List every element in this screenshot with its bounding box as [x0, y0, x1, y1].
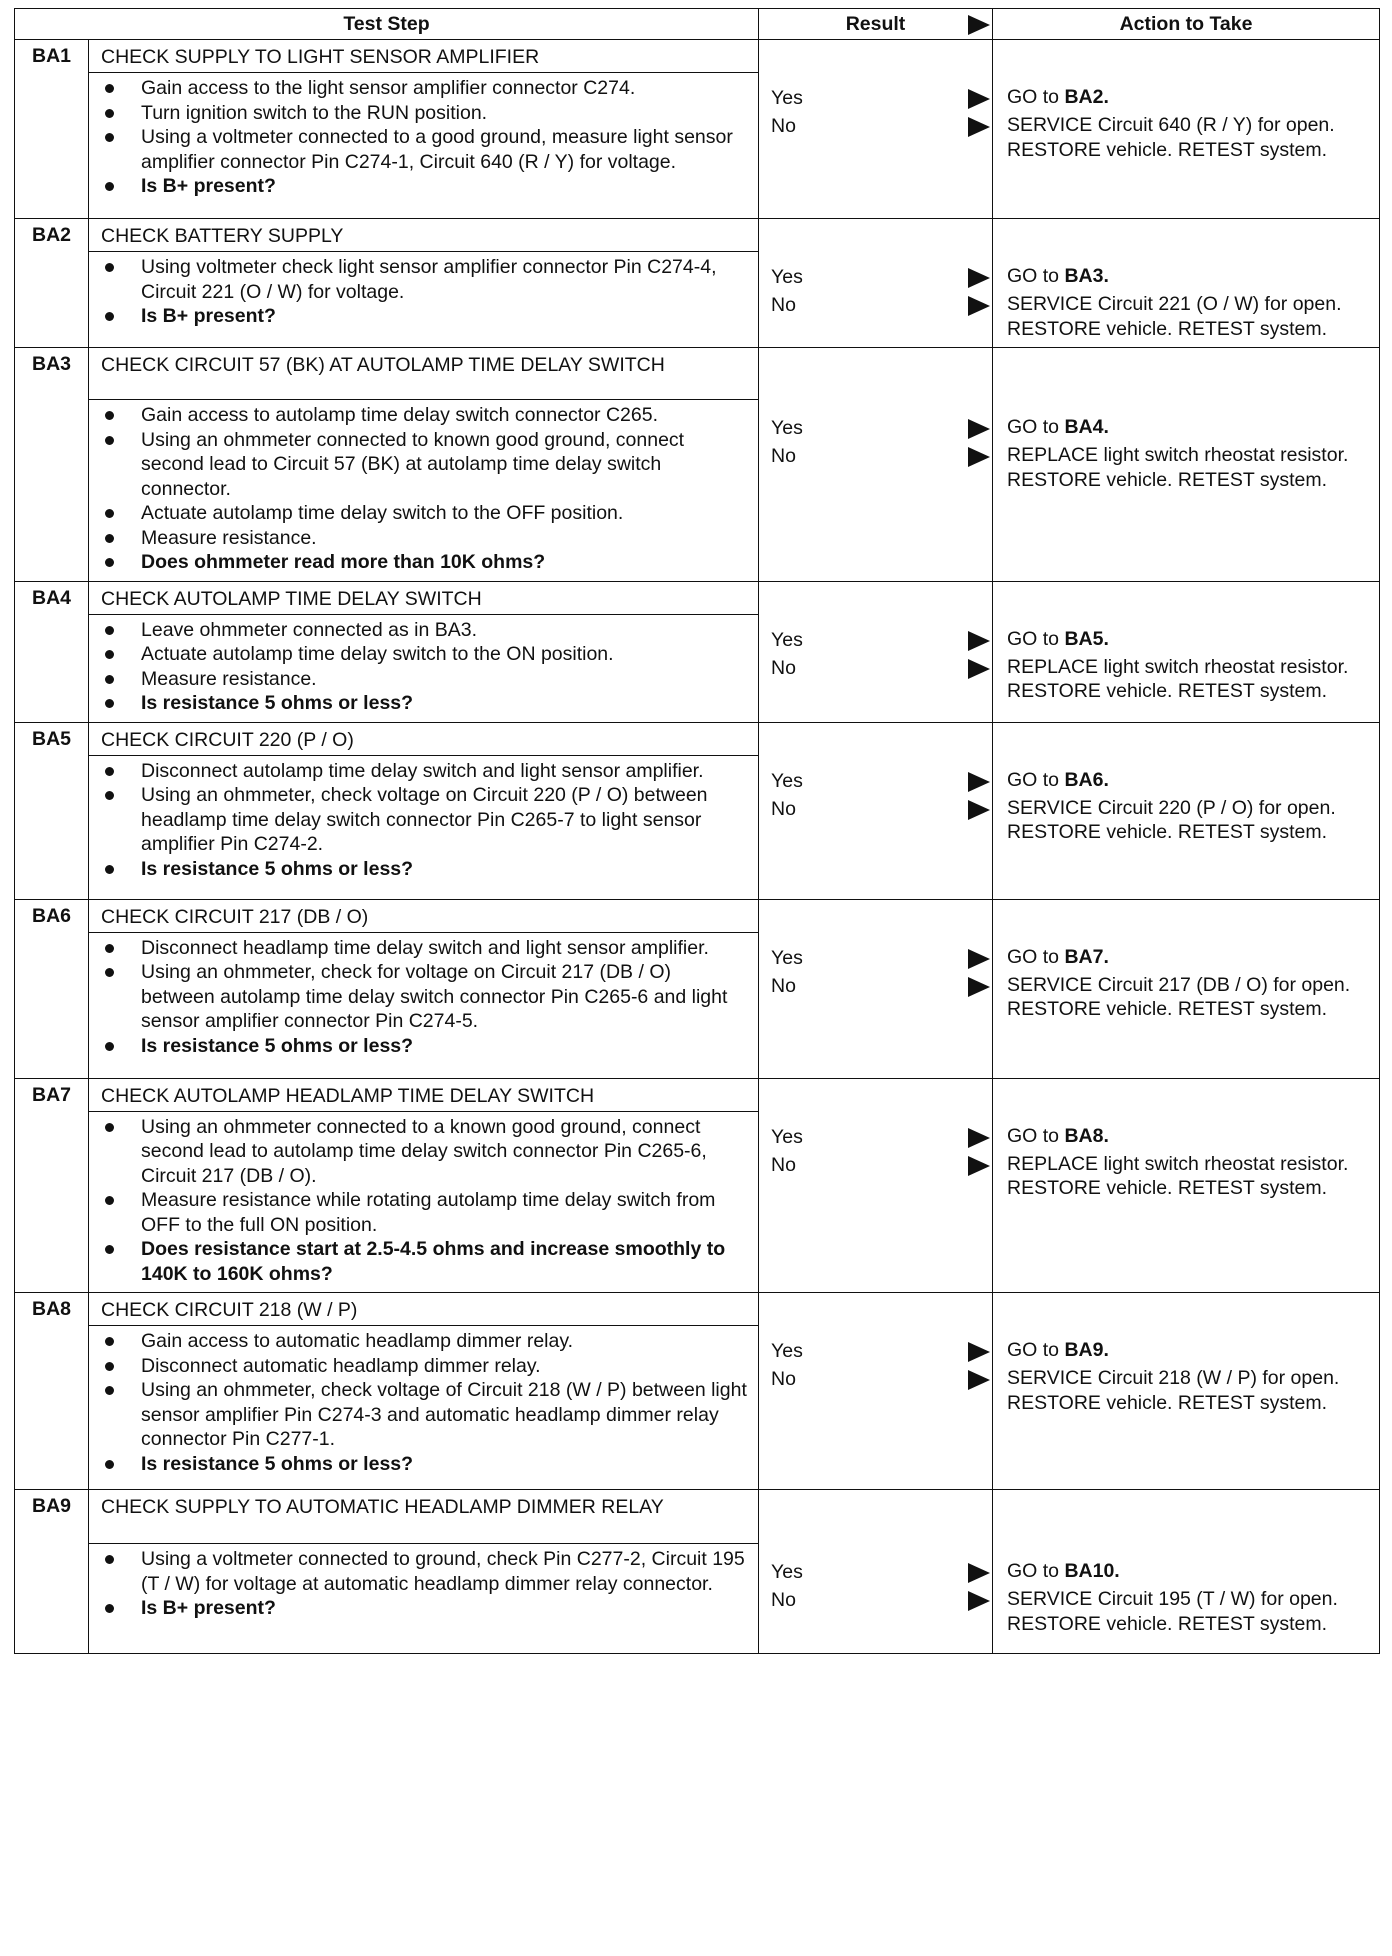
list-item: Using an ohmmeter, check voltage on Circuit 220 (P / O) between headlamp time delay switch connector Pin C265-7 to light sensor amplifier Pin C274-2.	[99, 783, 750, 857]
arrow-right-icon	[968, 1156, 990, 1176]
arrow-right-icon	[968, 268, 990, 288]
arrow-right-icon	[968, 631, 990, 651]
action-no: REPLACE light switch rheostat resistor. RESTORE vehicle. RETEST system.	[1007, 655, 1349, 702]
result-cell	[759, 219, 993, 348]
table-row	[15, 581, 1380, 614]
list-item: Measure resistance while rotating autolamp time delay switch from OFF to the full ON position.	[99, 1188, 750, 1237]
action-yes-prefix: GO to	[1007, 945, 1065, 968]
action-no: REPLACE light switch rheostat resistor. RESTORE vehicle. RETEST system.	[1007, 444, 1349, 491]
list-item: Leave ohmmeter connected as in BA3.	[99, 618, 750, 643]
step-procedure	[89, 400, 759, 582]
result-cell	[759, 722, 993, 899]
step-procedure	[89, 252, 759, 348]
action-yes-target: BA2.	[1064, 86, 1109, 108]
step-title: CHECK AUTOLAMP HEADLAMP TIME DELAY SWITCH	[89, 1078, 759, 1111]
action-yes-target: BA10.	[1064, 1560, 1120, 1582]
list-item: Using a voltmeter connected to a good ground, measure light sensor amplifier connector Pin C274-1, Circuit 640 (R / Y) for voltage.	[99, 125, 750, 174]
list-item: Gain access to the light sensor amplifier connector C274.	[99, 76, 750, 101]
action-cell	[993, 722, 1380, 899]
list-item: Using voltmeter check light sensor amplifier connector Pin C274-4, Circuit 221 (O / W) for voltage.	[99, 255, 750, 304]
result-no-label: No	[771, 115, 796, 137]
table-row	[15, 899, 1380, 932]
action-yes-target: BA3.	[1064, 265, 1109, 287]
list-item: Disconnect automatic headlamp dimmer relay.	[99, 1354, 750, 1379]
result-cell	[759, 1490, 993, 1654]
list-item: Measure resistance.	[99, 667, 750, 692]
action-yes	[1007, 415, 1371, 440]
arrow-right-icon	[968, 296, 990, 316]
result-no-label: No	[771, 294, 796, 316]
step-question: Is B+ present?	[99, 174, 750, 199]
result-yes	[771, 945, 992, 971]
action-yes-target: BA7.	[1064, 945, 1109, 968]
arrow-right-icon	[968, 117, 990, 137]
step-procedure	[89, 755, 759, 899]
action-yes	[1007, 1124, 1371, 1149]
action-yes	[1007, 1338, 1371, 1363]
result-no	[771, 796, 992, 822]
result-yes	[771, 85, 992, 111]
arrow-right-icon	[968, 659, 990, 679]
table-header-row	[15, 9, 1380, 40]
arrow-right-icon	[968, 800, 990, 820]
step-title: CHECK SUPPLY TO AUTOMATIC HEADLAMP DIMMER RELAY	[89, 1490, 759, 1544]
list-item: Disconnect autolamp time delay switch and light sensor amplifier.	[99, 759, 750, 784]
result-yes	[771, 264, 992, 290]
action-yes-target: BA4.	[1064, 416, 1109, 438]
list-item: Turn ignition switch to the RUN position.	[99, 101, 750, 126]
action-cell	[993, 348, 1380, 582]
table-row	[15, 722, 1380, 755]
list-item: Actuate autolamp time delay switch to the ON position.	[99, 642, 750, 667]
result-yes-label: Yes	[771, 1561, 803, 1583]
step-code: BA5	[15, 722, 89, 899]
result-cell	[759, 348, 993, 582]
list-item: Gain access to automatic headlamp dimmer relay.	[99, 1329, 750, 1354]
action-yes-target: BA6.	[1064, 768, 1109, 791]
arrow-right-icon	[968, 949, 990, 969]
diagnostic-table-page	[14, 8, 1379, 1654]
procedure-list	[99, 1547, 750, 1621]
step-code: BA6	[15, 899, 89, 1078]
header-result	[759, 9, 993, 40]
action-no: SERVICE Circuit 220 (P / O) for open. RESTORE vehicle. RETEST system.	[1007, 796, 1336, 843]
action-yes-prefix: GO to	[1007, 86, 1065, 108]
result-yes-label: Yes	[771, 266, 803, 288]
header-test-step: Test Step	[15, 9, 759, 40]
action-yes-target: BA8.	[1064, 1124, 1109, 1147]
arrow-right-icon	[968, 15, 990, 35]
arrow-right-icon	[968, 1370, 990, 1390]
procedure-list	[99, 1329, 750, 1476]
arrow-right-icon	[968, 772, 990, 792]
table-row	[15, 40, 1380, 73]
step-question: Does resistance start at 2.5-4.5 ohms and increase smoothly to 140K to 160K ohms?	[99, 1237, 750, 1286]
step-title: CHECK AUTOLAMP TIME DELAY SWITCH	[89, 581, 759, 614]
pinpoint-test-table	[14, 8, 1380, 1654]
result-no	[771, 1152, 992, 1178]
step-code: BA2	[15, 219, 89, 348]
arrow-right-icon	[968, 447, 990, 467]
result-cell	[759, 899, 993, 1078]
list-item: Using an ohmmeter, check voltage of Circuit 218 (W / P) between light sensor amplifier Pin C274-3 and automatic headlamp dimmer relay connector Pin C277-1.	[99, 1378, 750, 1452]
result-no	[771, 973, 992, 999]
action-cell	[993, 1078, 1380, 1293]
result-yes-label: Yes	[771, 769, 803, 792]
action-yes-prefix: GO to	[1007, 1339, 1065, 1361]
result-yes-label: Yes	[771, 1125, 803, 1148]
result-no-label: No	[771, 1153, 796, 1176]
procedure-list	[99, 759, 750, 882]
step-title: CHECK CIRCUIT 217 (DB / O)	[89, 899, 759, 932]
result-yes-label: Yes	[771, 946, 803, 969]
step-question: Is resistance 5 ohms or less?	[99, 1034, 750, 1059]
result-cell	[759, 1078, 993, 1293]
result-yes-label: Yes	[771, 417, 803, 439]
result-no-label: No	[771, 1589, 796, 1611]
result-yes-label: Yes	[771, 628, 803, 651]
result-no	[771, 113, 992, 139]
result-yes	[771, 1338, 992, 1364]
result-yes	[771, 415, 992, 441]
table-body	[15, 40, 1380, 1654]
step-procedure	[89, 1111, 759, 1293]
step-procedure	[89, 1544, 759, 1654]
action-yes	[1007, 264, 1371, 289]
step-question: Is resistance 5 ohms or less?	[99, 857, 750, 882]
result-cell	[759, 581, 993, 722]
step-procedure	[89, 73, 759, 219]
action-no: SERVICE Circuit 217 (DB / O) for open. RESTORE vehicle. RETEST system.	[1007, 973, 1351, 1020]
header-action: Action to Take	[993, 9, 1380, 40]
arrow-right-icon	[968, 419, 990, 439]
arrow-right-icon	[968, 89, 990, 109]
list-item: Measure resistance.	[99, 526, 750, 551]
list-item: Disconnect headlamp time delay switch and light sensor amplifier.	[99, 936, 750, 961]
arrow-right-icon	[968, 1563, 990, 1583]
action-yes-prefix: GO to	[1007, 416, 1065, 438]
procedure-list	[99, 255, 750, 329]
step-title: CHECK BATTERY SUPPLY	[89, 219, 759, 252]
result-no	[771, 655, 992, 681]
result-yes-label: Yes	[771, 1340, 803, 1362]
result-no	[771, 1587, 992, 1613]
action-no: SERVICE Circuit 640 (R / Y) for open. RESTORE vehicle. RETEST system.	[1007, 114, 1335, 161]
list-item: Using an ohmmeter connected to known good ground, connect second lead to Circuit 57 (BK) at autolamp time delay switch connector.	[99, 428, 750, 502]
arrow-right-icon	[968, 1342, 990, 1362]
procedure-list	[99, 403, 750, 575]
arrow-right-icon	[968, 977, 990, 997]
step-title: CHECK CIRCUIT 218 (W / P)	[89, 1293, 759, 1326]
action-no: SERVICE Circuit 218 (W / P) for open. RESTORE vehicle. RETEST system.	[1007, 1367, 1340, 1414]
step-code: BA3	[15, 348, 89, 582]
list-item: Using an ohmmeter, check for voltage on Circuit 217 (DB / O) between autolamp time delay switch connector Pin C265-6 and light sensor amplifier connector Pin C274-5.	[99, 960, 750, 1034]
action-cell	[993, 581, 1380, 722]
result-yes	[771, 627, 992, 653]
step-question: Is B+ present?	[99, 304, 750, 329]
list-item: Gain access to autolamp time delay switch connector C265.	[99, 403, 750, 428]
result-yes	[771, 1124, 992, 1150]
step-procedure	[89, 614, 759, 722]
step-title: CHECK CIRCUIT 57 (BK) AT AUTOLAMP TIME DELAY SWITCH	[89, 348, 759, 400]
arrow-right-icon	[968, 1591, 990, 1611]
action-cell	[993, 219, 1380, 348]
result-no-label: No	[771, 445, 796, 467]
result-no-label: No	[771, 1368, 796, 1390]
step-code: BA8	[15, 1293, 89, 1490]
table-row	[15, 1293, 1380, 1326]
result-no	[771, 443, 992, 469]
step-question: Is resistance 5 ohms or less?	[99, 1452, 750, 1477]
action-yes-prefix: GO to	[1007, 627, 1065, 650]
action-no: SERVICE Circuit 221 (O / W) for open. RESTORE vehicle. RETEST system.	[1007, 293, 1342, 340]
procedure-list	[99, 618, 750, 716]
step-code: BA4	[15, 581, 89, 722]
procedure-list	[99, 1115, 750, 1287]
action-yes-prefix: GO to	[1007, 768, 1065, 791]
action-yes	[1007, 1559, 1371, 1584]
step-code: BA7	[15, 1078, 89, 1293]
action-no: SERVICE Circuit 195 (T / W) for open. RESTORE vehicle. RETEST system.	[1007, 1588, 1338, 1635]
step-procedure	[89, 932, 759, 1078]
result-cell	[759, 40, 993, 219]
result-cell	[759, 1293, 993, 1490]
procedure-list	[99, 936, 750, 1059]
step-code: BA1	[15, 40, 89, 219]
table-row	[15, 219, 1380, 252]
action-yes-target: BA5.	[1064, 627, 1109, 650]
action-yes-prefix: GO to	[1007, 1124, 1065, 1147]
table-row	[15, 1490, 1380, 1544]
arrow-right-icon	[968, 1128, 990, 1148]
result-no	[771, 292, 992, 318]
step-code: BA9	[15, 1490, 89, 1654]
result-no-label: No	[771, 797, 796, 820]
result-yes	[771, 768, 992, 794]
list-item: Actuate autolamp time delay switch to the OFF position.	[99, 501, 750, 526]
result-yes-label: Yes	[771, 87, 803, 109]
step-title: CHECK CIRCUIT 220 (P / O)	[89, 722, 759, 755]
action-yes	[1007, 627, 1371, 652]
result-yes	[771, 1559, 992, 1585]
action-yes	[1007, 768, 1371, 793]
list-item: Using a voltmeter connected to ground, check Pin C277-2, Circuit 195 (T / W) for voltage at automatic headlamp dimmer relay connector.	[99, 1547, 750, 1596]
result-no-label: No	[771, 656, 796, 679]
action-yes	[1007, 945, 1371, 970]
step-title: CHECK SUPPLY TO LIGHT SENSOR AMPLIFIER	[89, 40, 759, 73]
result-no-label: No	[771, 974, 796, 997]
table-row	[15, 1078, 1380, 1111]
list-item: Using an ohmmeter connected to a known good ground, connect second lead to autolamp time delay switch connector Pin C265-6, Circuit 217 (DB / O).	[99, 1115, 750, 1189]
action-yes-target: BA9.	[1064, 1339, 1109, 1361]
action-yes	[1007, 85, 1371, 110]
table-row	[15, 348, 1380, 400]
action-yes-prefix: GO to	[1007, 1560, 1065, 1582]
procedure-list	[99, 76, 750, 199]
step-question: Is resistance 5 ohms or less?	[99, 691, 750, 716]
action-cell	[993, 1293, 1380, 1490]
step-procedure	[89, 1326, 759, 1490]
step-question: Does ohmmeter read more than 10K ohms?	[99, 550, 750, 575]
header-result-label: Result	[845, 12, 906, 35]
action-no: REPLACE light switch rheostat resistor. RESTORE vehicle. RETEST system.	[1007, 1152, 1349, 1199]
action-cell	[993, 899, 1380, 1078]
result-no	[771, 1366, 992, 1392]
action-cell	[993, 40, 1380, 219]
step-question: Is B+ present?	[99, 1596, 750, 1621]
action-cell	[993, 1490, 1380, 1654]
action-yes-prefix: GO to	[1007, 265, 1065, 287]
